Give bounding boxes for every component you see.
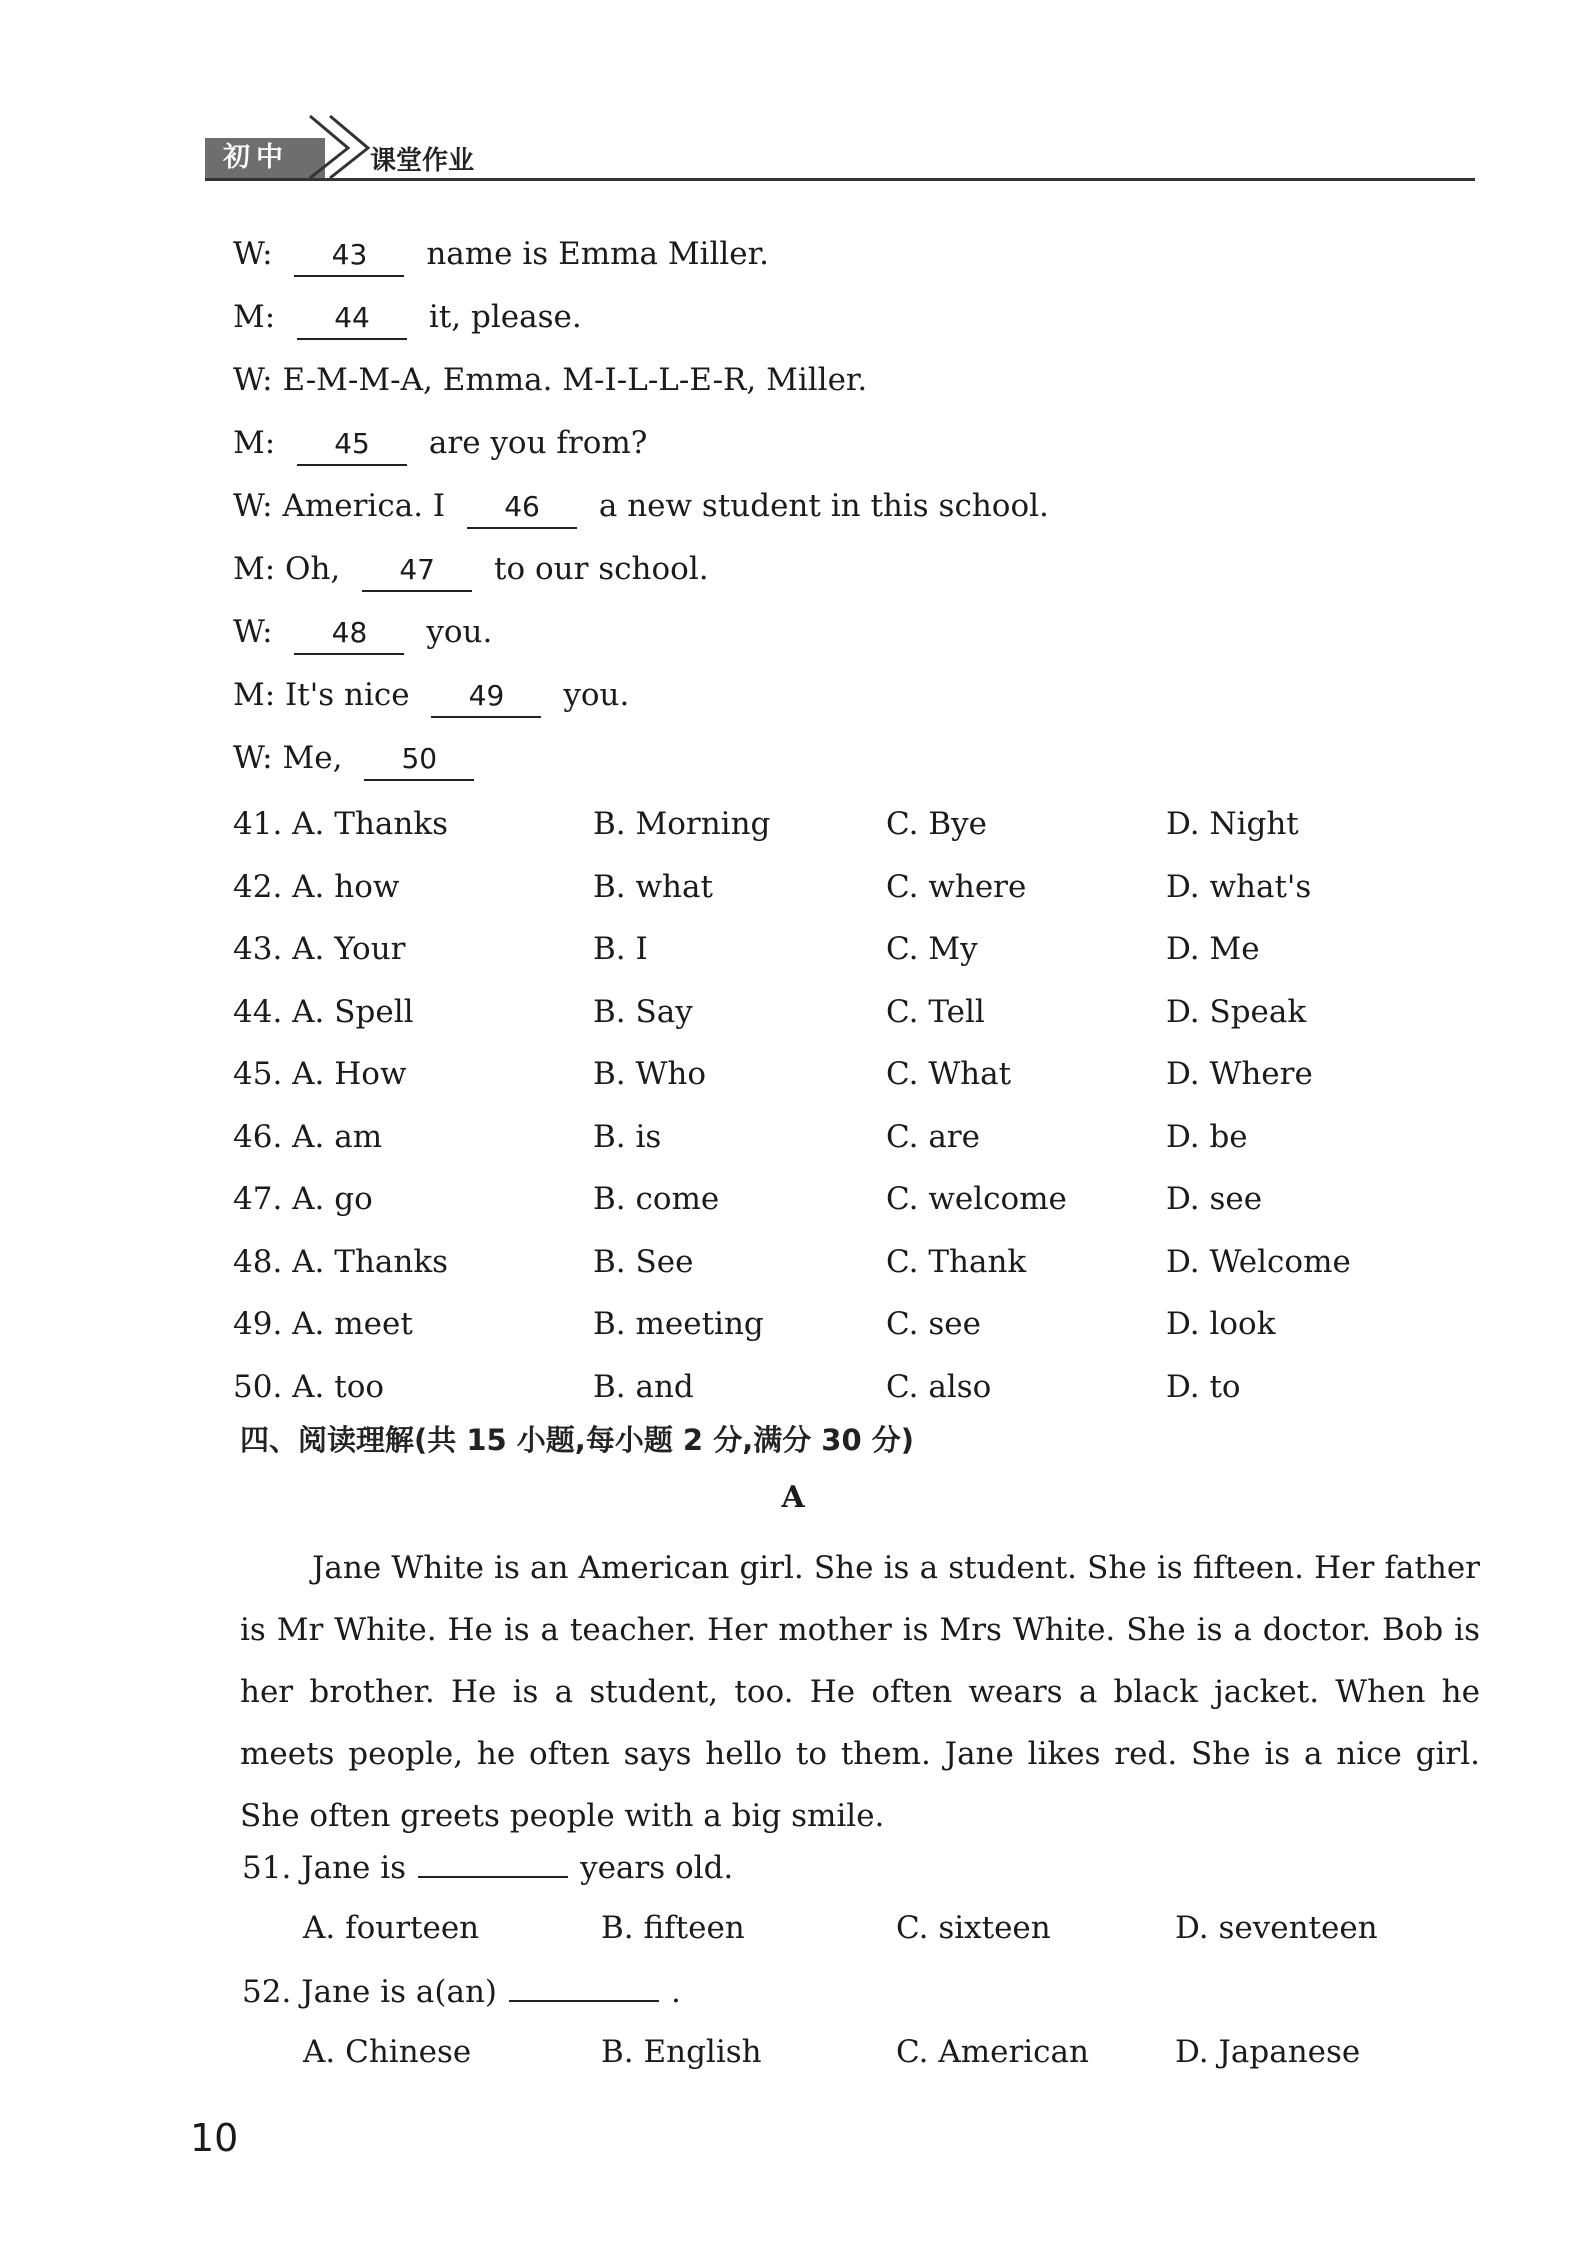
- option-row: [233, 1113, 1383, 1176]
- header-divider: [205, 178, 1475, 181]
- speaker: M:: [233, 425, 276, 461]
- speaker: W:: [233, 488, 273, 524]
- speaker: W:: [233, 362, 273, 398]
- option-a: A. fourteen: [303, 1910, 480, 1946]
- blank-48: 48: [294, 613, 404, 655]
- blank-44: 44: [297, 298, 407, 340]
- blank-45: 45: [297, 424, 407, 466]
- answer-options: [233, 800, 1383, 1425]
- option-b: B. I: [593, 931, 648, 967]
- question-number: 50.: [233, 1368, 283, 1405]
- option-a: A. How: [292, 1056, 407, 1092]
- question-stem-end: years old.: [580, 1850, 734, 1886]
- answer-blank: [509, 1970, 659, 2002]
- option-b: B. Morning: [593, 806, 771, 842]
- option-b: B. fifteen: [601, 1910, 745, 1946]
- question-number: 43.: [233, 931, 283, 967]
- question-52-options: [303, 2034, 1453, 2082]
- dialogue-line: [233, 356, 1049, 419]
- blank-43: 43: [294, 235, 404, 277]
- option-d: D. Welcome: [1166, 1243, 1351, 1280]
- option-b: B. Say: [593, 993, 693, 1030]
- question-number: 44.: [233, 993, 283, 1030]
- option-d: D. Speak: [1166, 993, 1307, 1030]
- option-a: A. too: [292, 1368, 385, 1405]
- option-c: C. Tell: [886, 993, 985, 1030]
- option-b: B. is: [593, 1118, 662, 1155]
- option-c: C. sixteen: [896, 1910, 1051, 1946]
- option-a: A. meet: [292, 1306, 413, 1342]
- dialogue-line: [233, 482, 1049, 545]
- speaker: M:: [233, 551, 276, 587]
- blank-46: 46: [467, 487, 577, 529]
- option-b: B. English: [601, 2034, 762, 2070]
- line-text: to our school.: [494, 551, 709, 587]
- line-text: you.: [426, 614, 493, 650]
- header-title: 课堂作业: [370, 146, 475, 176]
- option-d: D. see: [1166, 1181, 1263, 1217]
- dialogue-line: [233, 608, 1049, 671]
- line-text: Oh,: [285, 551, 341, 587]
- option-a: A. Thanks: [292, 806, 449, 842]
- question-51-options: [303, 1910, 1453, 1958]
- answer-blank: [418, 1846, 568, 1878]
- grade-badge: 初中: [205, 138, 325, 178]
- option-b: B. meeting: [593, 1306, 764, 1342]
- question-number: 49.: [233, 1306, 283, 1342]
- line-text: E-M-M-A, Emma. M-I-L-L-E-R, Miller.: [282, 362, 868, 398]
- option-row: [233, 1363, 1383, 1426]
- option-d: D. what's: [1166, 868, 1312, 905]
- option-b: B. and: [593, 1368, 694, 1405]
- option-d: D. Night: [1166, 806, 1299, 842]
- option-c: C. are: [886, 1118, 980, 1155]
- option-a: A. Thanks: [292, 1243, 449, 1280]
- option-c: C. also: [886, 1368, 992, 1405]
- question-number: 41.: [233, 806, 283, 842]
- option-a: A. how: [292, 868, 400, 905]
- dialogue-line: [233, 545, 1049, 608]
- option-c: C. Thank: [886, 1243, 1027, 1280]
- question-stem: 51. Jane is: [242, 1850, 407, 1886]
- option-a: A. Spell: [292, 993, 414, 1030]
- line-text: name is Emma Miller.: [426, 236, 769, 272]
- option-row: [233, 1300, 1383, 1363]
- page-number: 10: [190, 2116, 239, 2160]
- question-52: [242, 1970, 681, 2010]
- option-d: D. look: [1166, 1306, 1276, 1342]
- option-row: [233, 988, 1383, 1051]
- option-c: C. American: [896, 2034, 1089, 2070]
- line-text: Me,: [282, 740, 343, 776]
- speaker: W:: [233, 236, 273, 272]
- option-d: D. seventeen: [1175, 1910, 1378, 1946]
- question-stem: 52. Jane is a(an): [242, 1974, 498, 2010]
- option-c: C. Bye: [886, 806, 987, 842]
- option-row: [233, 800, 1383, 863]
- option-row: [233, 1050, 1383, 1113]
- dialogue-line: [233, 230, 1049, 293]
- passage-label: A: [781, 1480, 805, 1515]
- option-row: [233, 925, 1383, 988]
- option-c: C. My: [886, 931, 978, 967]
- speaker: W:: [233, 614, 273, 650]
- question-stem-end: .: [671, 1974, 681, 2010]
- option-row: [233, 863, 1383, 926]
- line-text: are you from?: [428, 425, 648, 461]
- option-d: D. Me: [1166, 931, 1260, 967]
- option-c: C. where: [886, 868, 1027, 905]
- option-d: D. be: [1166, 1118, 1248, 1155]
- question-number: 48.: [233, 1243, 283, 1280]
- line-text: you.: [563, 677, 630, 713]
- blank-50: 50: [364, 739, 474, 781]
- speaker: M:: [233, 677, 276, 713]
- option-c: C. see: [886, 1306, 981, 1342]
- option-c: C. What: [886, 1056, 1012, 1092]
- dialogue-line: [233, 671, 1049, 734]
- question-number: 47.: [233, 1181, 283, 1217]
- dialogue: [233, 230, 1049, 797]
- section-heading: 四、阅读理解(共 15 小题,每小题 2 分,满分 30 分): [240, 1423, 915, 1457]
- dialogue-line: [233, 419, 1049, 482]
- question-number: 45.: [233, 1056, 283, 1092]
- option-a: A. am: [292, 1118, 383, 1155]
- option-row: [233, 1238, 1383, 1301]
- option-a: A. Chinese: [303, 2034, 472, 2070]
- reading-passage: Jane White is an American girl. She is a student. She is fifteen. Her father is Mr White. He is a teacher. Her mother is Mrs White. She is a doctor. Bob is her brother. He is a student, too. He often wears a black jacket. When he meets people, he often says hello to them. Jane likes red. She is a nice girl. She often greets people with a big smile.: [240, 1550, 1480, 1834]
- option-c: C. welcome: [886, 1181, 1067, 1217]
- option-d: D. Where: [1166, 1056, 1313, 1092]
- dialogue-line: [233, 734, 1049, 797]
- line-text: it, please.: [428, 299, 582, 335]
- speaker: W:: [233, 740, 273, 776]
- question-number: 46.: [233, 1118, 283, 1155]
- line-text: America. I: [282, 488, 446, 524]
- option-b: B. Who: [593, 1056, 706, 1092]
- line-text: It's nice: [285, 677, 410, 713]
- question-number: 42.: [233, 868, 283, 905]
- page-header: [205, 108, 1475, 180]
- question-51: [242, 1846, 733, 1886]
- option-b: B. what: [593, 868, 713, 905]
- option-a: A. Your: [292, 931, 406, 967]
- option-a: A. go: [292, 1181, 373, 1217]
- blank-49: 49: [431, 676, 541, 718]
- option-d: D. to: [1166, 1368, 1241, 1405]
- dialogue-line: [233, 293, 1049, 356]
- option-b: B. come: [593, 1181, 720, 1217]
- blank-47: 47: [362, 550, 472, 592]
- option-b: B. See: [593, 1243, 694, 1280]
- speaker: M:: [233, 299, 276, 335]
- line-text: a new student in this school.: [598, 488, 1049, 524]
- option-d: D. Japanese: [1175, 2034, 1361, 2070]
- option-row: [233, 1175, 1383, 1238]
